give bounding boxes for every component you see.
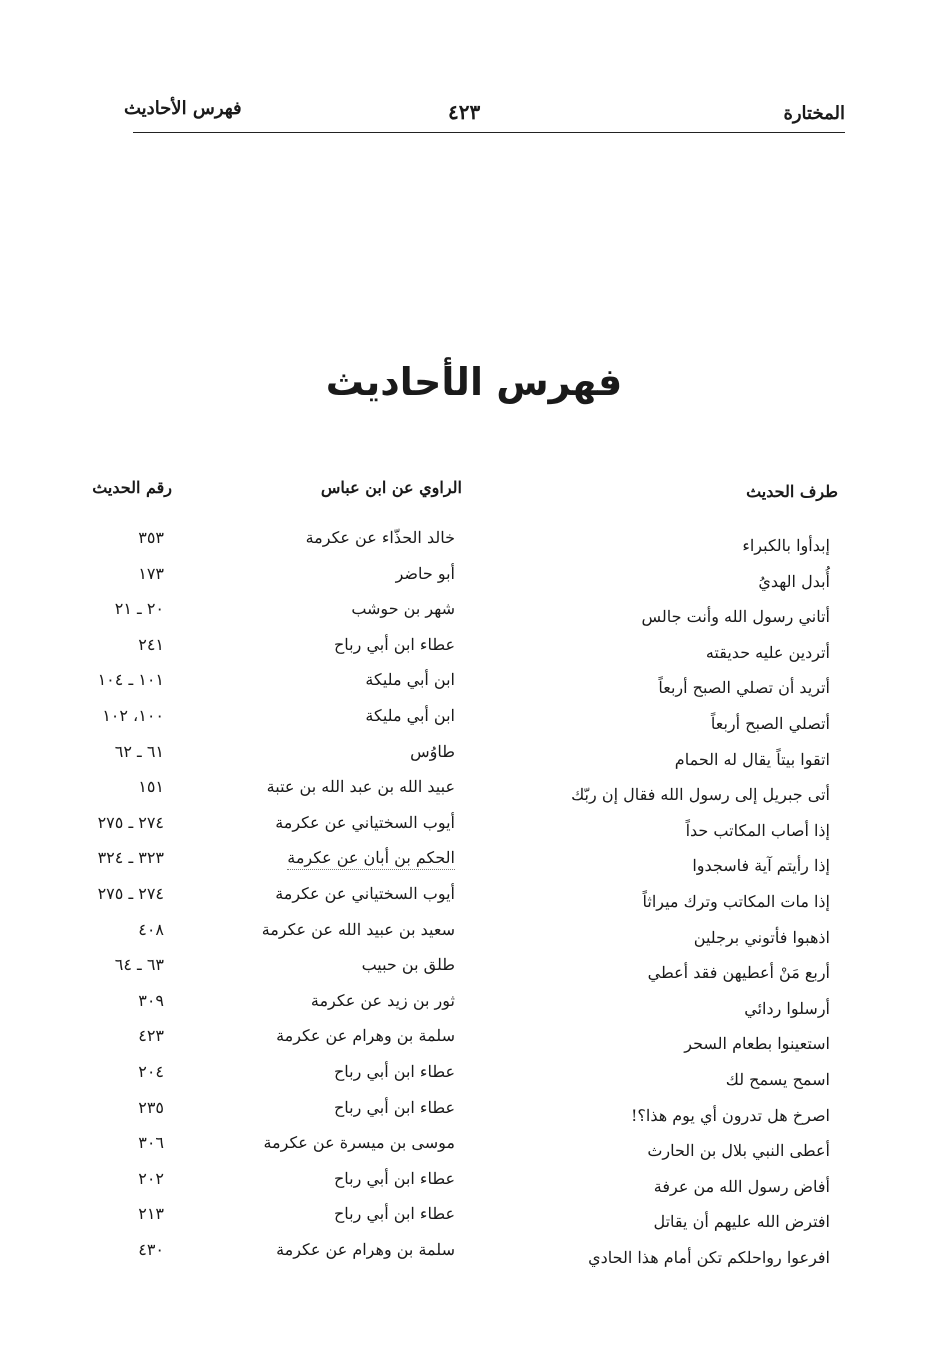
hadith-number: ٣٢٣ ـ ٣٢٤ <box>97 848 164 868</box>
table-row <box>0 1200 948 1236</box>
hadith-text: أتى جبريل إلى رسول الله فقال إن ربّك <box>571 785 830 805</box>
narrator-text: سلمة بن وهرام عن عكرمة <box>276 1026 455 1046</box>
column-header-number: رقم الحديث <box>92 478 172 497</box>
narrator-text: موسى بن ميسرة عن عكرمة <box>263 1133 455 1153</box>
narrator-text: سعيد بن عبيد الله عن عكرمة <box>261 919 455 939</box>
hadith-text: اتقوا بيتاً يقال له الحمام <box>674 749 830 769</box>
hadith-text: أتصلي الصبح أربعاً <box>710 713 830 733</box>
hadith-text: افترض الله عليهم أن يقاتل <box>653 1212 830 1232</box>
hadith-number: ١٠١ ـ ١٠٤ <box>97 670 164 690</box>
hadith-text: أتردين عليه حديقته <box>705 642 830 662</box>
hadith-number: ٣٠٩ <box>138 990 164 1010</box>
header-divider <box>133 132 845 133</box>
hadith-number: ٢٠٤ <box>138 1061 164 1081</box>
table-row <box>0 809 948 845</box>
narrator-text: شهر بن حوشب <box>351 599 455 619</box>
hadith-text: إذا مات المكاتب وترك ميراثاً <box>642 891 830 911</box>
hadith-text: أفاض رسول الله من عرفة <box>653 1176 830 1196</box>
narrator-text: طلق بن حبيب <box>361 955 455 975</box>
hadith-number: ٢٠٢ <box>138 1168 164 1188</box>
hadith-text: أتاني رسول الله وأنت جالس <box>641 607 830 627</box>
narrator-text: عطاء ابن أبي رباح <box>333 634 455 654</box>
hadith-number: ٢٧٤ ـ ٢٧٥ <box>97 883 164 903</box>
table-row <box>0 880 948 916</box>
narrator-text: عبيد الله بن عبد الله بن عتبة <box>266 777 455 797</box>
table-row <box>0 844 948 880</box>
hadith-text: استعينوا بطعام السحر <box>684 1034 830 1054</box>
table-row <box>0 666 948 702</box>
table-row <box>0 1165 948 1201</box>
header-book-title: المختارة <box>783 103 845 124</box>
table-row <box>0 1236 948 1272</box>
narrator-text: عطاء ابن أبي رباح <box>333 1061 455 1081</box>
hadith-text: اصرخ هل تدرون أي يوم هذا؟! <box>630 1105 830 1125</box>
table-row <box>0 773 948 809</box>
table-row <box>0 595 948 631</box>
hadith-text: أربع مَنْ أعطيهن فقد أعطي <box>647 963 830 983</box>
table-row <box>0 951 948 987</box>
hadith-number: ٢٣٥ <box>138 1097 164 1117</box>
narrator-text: أبو حاضر <box>395 563 455 583</box>
hadith-number: ٣٥٣ <box>138 528 164 547</box>
page-title: فهرس الأحاديث <box>325 360 623 404</box>
table-row <box>0 1094 948 1130</box>
hadith-text: أتريد أن تصلي الصبح أربعاً <box>658 678 830 698</box>
hadith-number: ٤٠٨ <box>138 919 164 939</box>
hadith-text: أُبدل الهديُ <box>758 571 830 591</box>
hadith-text: اسمح يسمح لك <box>725 1069 830 1089</box>
column-header-narrator: الراوي عن ابن عباس <box>320 478 462 497</box>
narrator-text: خالد الحذّاء عن عكرمة <box>305 528 455 547</box>
narrator-text: أيوب السختياني عن عكرمة <box>275 883 455 903</box>
hadith-text: أرسلوا ردائي <box>744 998 830 1018</box>
hadith-number: ٣٠٦ <box>138 1133 164 1153</box>
hadith-number: ٢٧٤ ـ ٢٧٥ <box>97 812 164 832</box>
hadith-number: ٦١ ـ ٦٢ <box>114 741 164 761</box>
header-section-title: فهرس الأحاديث <box>124 98 242 119</box>
hadith-number: ٢٠ ـ ٢١ <box>114 599 164 619</box>
table-row <box>0 1129 948 1165</box>
hadith-number: ٢٤١ <box>138 634 164 654</box>
hadith-text: افرعوا رواحلكم تكن أمام هذا الحادي <box>588 1247 830 1267</box>
narrator-text: ابن أبي مليكة <box>365 670 455 690</box>
narrator-text: عطاء ابن أبي رباح <box>333 1168 455 1188</box>
table-row <box>0 987 948 1023</box>
narrator-text: عطاء ابن أبي رباح <box>333 1097 455 1117</box>
narrator-text: ثور بن زيد عن عكرمة <box>310 990 455 1010</box>
hadith-number: ٢١٣ <box>138 1204 164 1224</box>
column-header-hadith: طرف الحديث <box>746 482 838 501</box>
narrator-text: الحكم بن أبان عن عكرمة <box>287 848 455 870</box>
narrator-text: طاوُس <box>410 741 455 761</box>
hadith-number: ١٠٠، ١٠٢ <box>102 705 164 725</box>
table-row <box>0 1058 948 1094</box>
hadith-number: ٤٣٠ <box>138 1239 164 1259</box>
table-row <box>0 738 948 774</box>
narrator-text: ابن أبي مليكة <box>365 705 455 725</box>
hadith-text: إذا أصاب المكاتب حداً <box>685 820 830 840</box>
hadith-text: إبدأوا بالكبراء <box>742 536 830 555</box>
hadith-number: ١٥١ <box>138 777 164 797</box>
narrator-text: عطاء ابن أبي رباح <box>333 1204 455 1224</box>
hadith-number: ٤٢٣ <box>138 1026 164 1046</box>
index-table <box>0 524 948 1271</box>
narrator-text: أيوب السختياني عن عكرمة <box>275 812 455 832</box>
hadith-text: أعطى النبي بلال بن الحارث <box>647 1141 830 1161</box>
table-row <box>0 524 948 560</box>
narrator-text: سلمة بن وهرام عن عكرمة <box>276 1239 455 1259</box>
table-row <box>0 1022 948 1058</box>
header-page-number: ٤٢٣ <box>448 100 481 124</box>
hadith-number: ١٧٣ <box>138 563 164 583</box>
hadith-text: إذا رأيتم آية فاسجدوا <box>692 856 830 876</box>
hadith-text: اذهبوا فأتوني برجلين <box>693 927 830 947</box>
table-row <box>0 702 948 738</box>
table-row <box>0 631 948 667</box>
table-row <box>0 560 948 596</box>
table-row <box>0 916 948 952</box>
hadith-number: ٦٣ ـ ٦٤ <box>114 955 164 975</box>
